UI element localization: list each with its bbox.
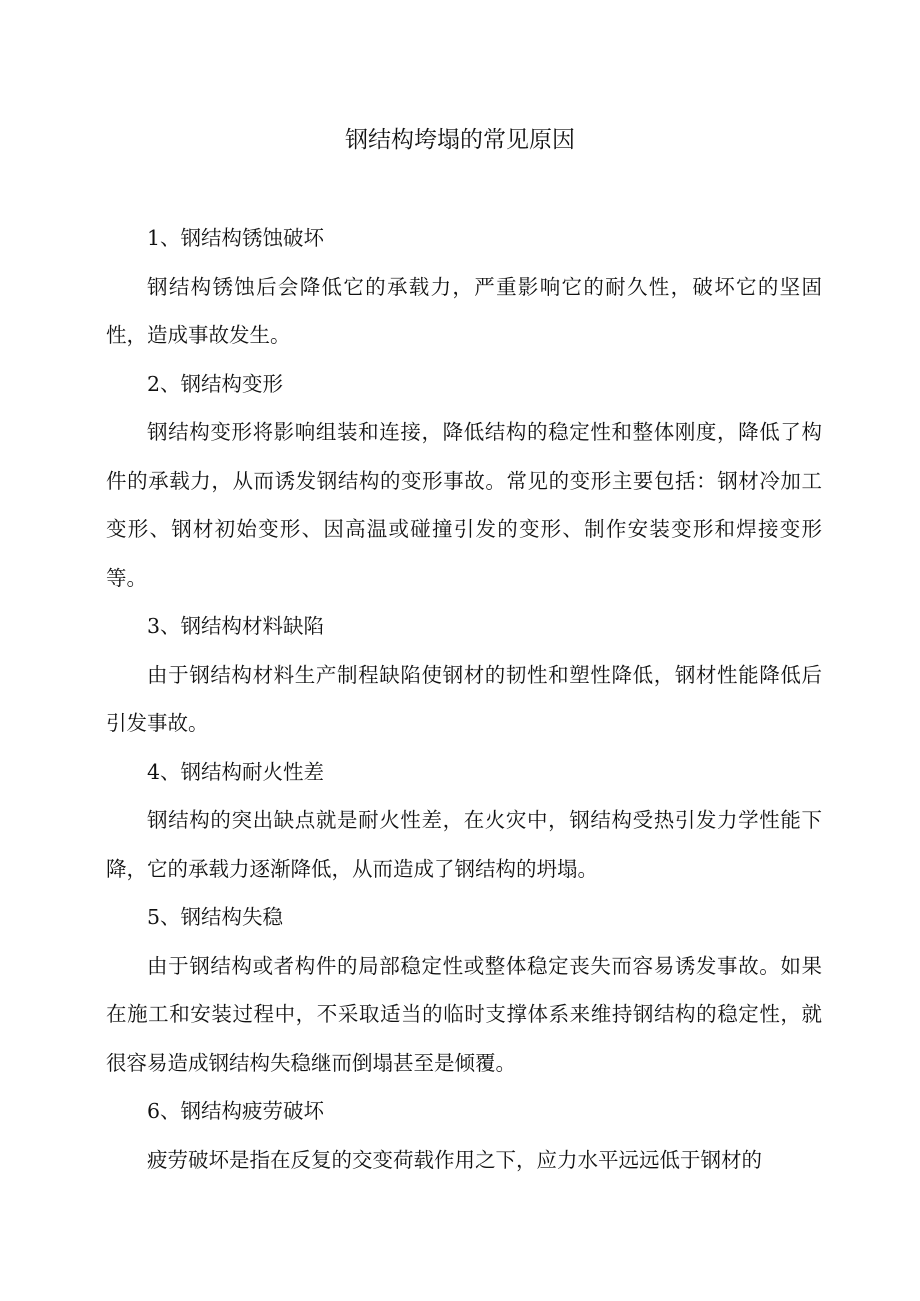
section-body-3: 由于钢结构材料生产制程缺陷使钢材的韧性和塑性降低，钢材性能降低后引发事故。 (106, 662, 822, 735)
section-body-2: 钢结构变形将影响组装和连接，降低结构的稳定性和整体刚度，降低了构件的承载力，从而诱发钢结构的变形事故。常见的变形主要包括：钢材冷加工变形、钢材初始变形、因高温或碰撞引发的变形、制作安装变形和焊接变形等。 (106, 420, 822, 590)
section-body-4: 钢结构的突出缺点就是耐火性差，在火灾中，钢结构受热引发力学性能下降，它的承载力逐渐降低，从而造成了钢结构的坍塌。 (106, 808, 822, 881)
section-heading-3: 3、钢结构材料缺陷 (147, 614, 325, 638)
section-heading-6: 6、钢结构疲劳破坏 (147, 1099, 325, 1123)
section-heading-4: 4、钢结构耐火性差 (147, 759, 325, 784)
section-heading-5: 5、钢结构失稳 (147, 905, 284, 929)
document-title: 钢结构垮塌的常见原因 (345, 127, 575, 153)
document-body (106, 214, 822, 1184)
section-heading-1: 1、钢结构锈蚀破坏 (147, 226, 325, 250)
section-body-5: 由于钢结构或者构件的局部稳定性或整体稳定丧失而容易诱发事故。如果在施工和安装过程中，不采取适当的临时支撑体系来维持钢结构的稳定性，就很容易造成钢结构失稳继而倒塌甚至是倾覆。 (106, 953, 822, 1075)
section-body-1: 钢结构锈蚀后会降低它的承载力，严重影响它的耐久性，破坏它的坚固性，造成事故发生。 (106, 274, 822, 347)
section-body-6: 疲劳破坏是指在反复的交变荷载作用之下，应力水平远远低于钢材的 (147, 1147, 762, 1172)
section-heading-2: 2、钢结构变形 (147, 371, 284, 396)
